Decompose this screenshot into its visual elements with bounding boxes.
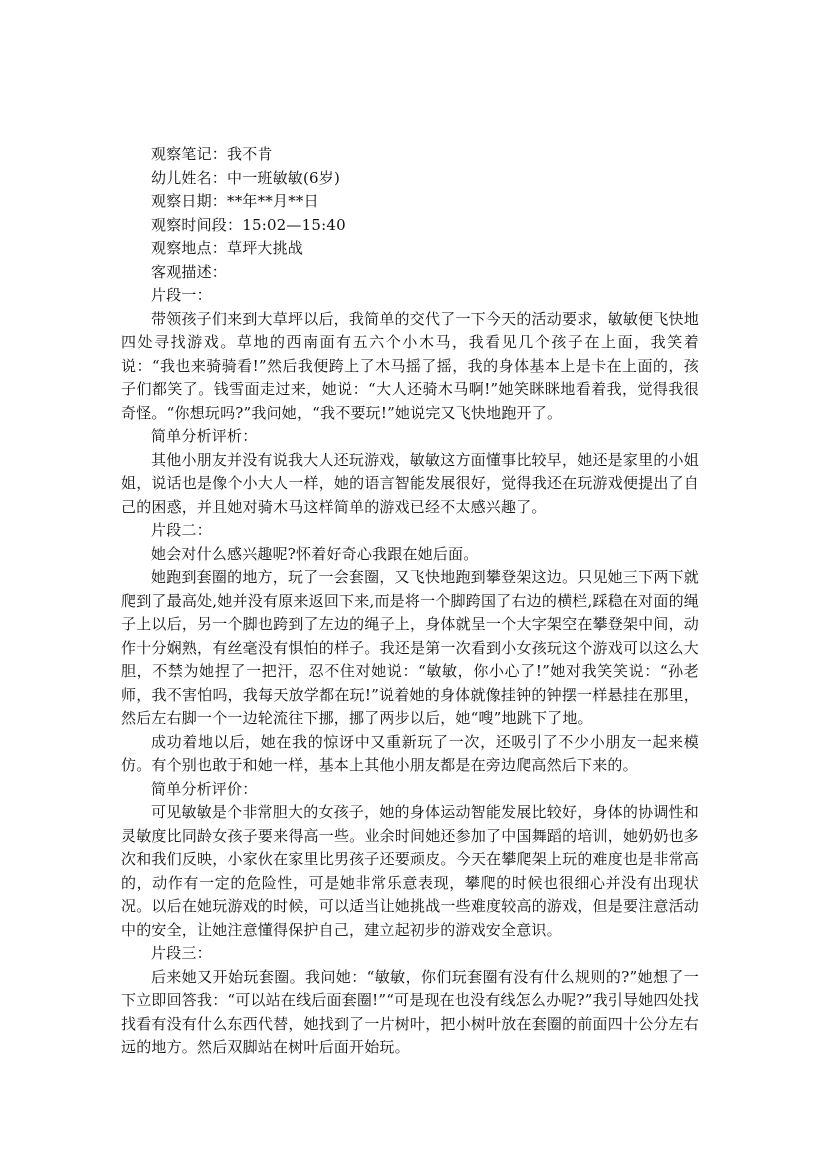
observation-time: 观察时间段：15:02—15:40 [151, 215, 346, 234]
segment-one-text: 带领孩子们来到大草坪以后，我简单的交代了一下今天的活动要求，敏敏便飞快地四处寻找游戏。草地的西南面有五六个小木马，我看见几个孩子在上面，我笑着说：“我也来骑骑看!”然后我便跨上了木马摇了摇，我的身体基本上是卡在上面的，孩子们都笑了。钱雪面走过来，她说：“大人还骑木马啊!”她笑眯眯地看着我，觉得我很奇怪。“你想玩吗?”我问她，“我不要玩!”她说完又飞快地跑开了。 [121, 309, 699, 422]
objective-description-label: 客观描述： [151, 262, 228, 281]
observation-date: 观察日期：**年**月**日 [151, 192, 319, 210]
analysis-one-text: 其他小朋友并没有说我大人还玩游戏，敏敏这方面懂事比较早，她还是家里的小姐姐，说话也是像个小大人一样，她的语言智能发展很好，觉得我还在玩游戏便提出了自己的困惑，并且她对骑木马这样简单的游戏已经不太感兴趣了。 [121, 450, 699, 516]
document-body [121, 143, 699, 1060]
observation-location: 观察地点：草坪大挑战 [151, 239, 304, 257]
segment-two-intro: 她会对什么感兴趣呢?怀着好奇心我跟在她后面。 [151, 544, 479, 563]
child-name: 幼儿姓名：中一班敏敏(6岁) [151, 168, 341, 187]
segment-two-text: 她跑到套圈的地方，玩了一会套圈，又飞快地跑到攀登架这边。只见她三下两下就爬到了最高处,她并没有原来返回下来,而是将一个脚跨国了右边的横栏,踩稳在对面的绳子上以后，另一个脚也跨到了左边的绳子上，身体就呈一个大字架空在攀登架中间，动作十分娴熟，有丝毫没有惧怕的样子。我还是第一次看到小女孩玩这个游戏可以这么大胆，不禁为她捏了一把汗，忍不住对她说：“敏敏，你小心了!”她对我笑笑说：“孙老师，我不害怕吗，我每天放学都在玩!”说着她的身体就像挂钟的钟摆一样悬挂在那里，然后左右脚一个一边轮流往下挪，挪了两步以后，她“嗖”地跳下了地。 [121, 568, 699, 727]
segment-two-heading: 片段二： [151, 521, 212, 539]
analysis-two-heading: 简单分析评价： [151, 779, 258, 798]
analysis-one-heading: 简单分析评析： [151, 427, 258, 445]
segment-three-text: 后来她又开始玩套圈。我问她：“敏敏，你们玩套圈有没有什么规则的?”她想了一下立即回答我：“可以站在线后面套圈!”“可是现在也没有线怎么办呢?”我引导她四处找找看有没有什么东西代替，她找到了一片树叶，把小树叶放在套圈的前面四十公分左右远的地方。然后双脚站在树叶后面开始玩。 [121, 967, 699, 1056]
note-title: 观察笔记：我不肯 [151, 145, 273, 163]
segment-two-text-continued: 成功着地以后，她在我的惊讶中又重新玩了一次，还吸引了不少小朋友一起来模仿。有个别也敢于和她一样，基本上其他小朋友都是在旁边爬高然后下来的。 [121, 732, 699, 774]
analysis-two-text: 可见敏敏是个非常胆大的女孩子，她的身体运动智能发展比较好，身体的协调性和灵敏度比同龄女孩子要来得高一些。业余时间她还参加了中国舞蹈的培训，她奶奶也多次和我们反映，小家伙在家里比男孩子还要顽皮。今天在攀爬架上玩的难度也是非常高的，动作有一定的危险性，可是她非常乐意表现，攀爬的时候也很细心并没有出现状况。以后在她玩游戏的时候，可以适当让她挑战一些难度较高的游戏，但是要注意活动中的安全，让她注意懂得保护自己，建立起初步的游戏安全意识。 [121, 803, 699, 939]
segment-one-heading: 片段一： [151, 286, 212, 304]
segment-three-heading: 片段三： [151, 944, 212, 962]
